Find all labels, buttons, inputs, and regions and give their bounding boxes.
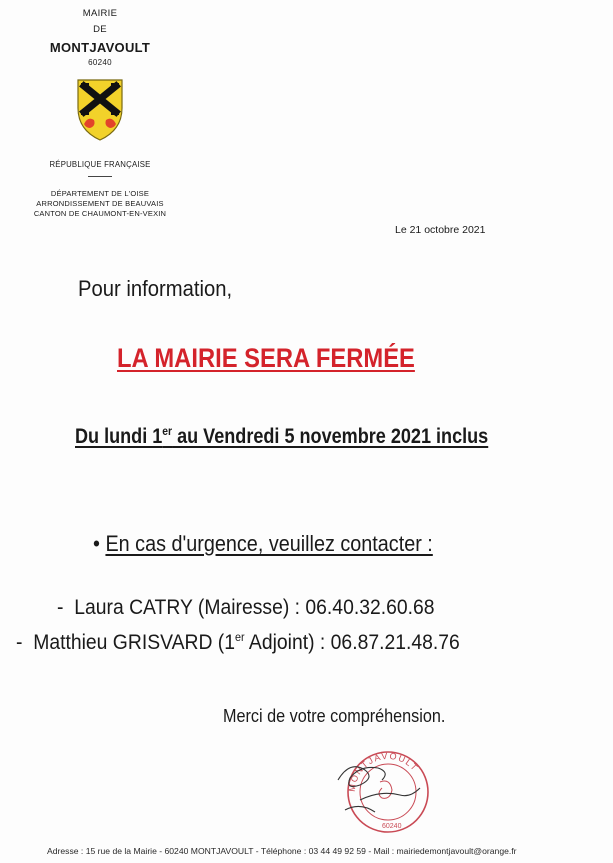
- urgency-line: • En cas d'urgence, veuillez contacter :: [93, 531, 433, 556]
- stamp-text: MONTJAVOULT: [346, 750, 421, 793]
- closure-period: Du lundi 1er au Vendredi 5 novembre 2021 inclus: [75, 424, 489, 448]
- footer-address: Adresse : 15 rue de la Mairie - 60240 MONTJAVOULT - Téléphone : 03 44 49 92 59 - Mail : mairiedemontjavoult@orange.fr: [47, 846, 517, 856]
- header-de: DE: [93, 24, 107, 35]
- closure-title: LA MAIRIE SERA FERMÉE: [117, 343, 415, 373]
- header-mairie: MAIRIE: [82, 8, 118, 19]
- svg-text:60240: 60240: [382, 823, 402, 830]
- header-divider: [88, 176, 112, 177]
- header-postcode: 60240: [88, 58, 112, 67]
- contact-laura: - Laura CATRY (Mairesse) : 06.40.32.60.68: [57, 595, 435, 619]
- contact-matthieu: - Matthieu GRISVARD (1er Adjoint) : 06.87.21.48.76: [16, 630, 460, 654]
- republique-francaise: RÉPUBLIQUE FRANÇAISE: [49, 160, 151, 169]
- dept-line-2: ARRONDISSEMENT DE BEAUVAIS: [36, 199, 164, 208]
- dept-line-1: DÉPARTEMENT DE L'OISE: [50, 189, 150, 198]
- bullet-icon: •: [93, 531, 100, 556]
- closing-text: Merci de votre compréhension.: [223, 706, 446, 726]
- header-commune: MONTJAVOULT: [49, 40, 151, 55]
- letter-date: Le 21 octobre 2021: [395, 224, 486, 236]
- dept-line-3: CANTON DE CHAUMONT-EN-VEXIN: [33, 209, 167, 218]
- coat-of-arms-logo: [76, 78, 124, 142]
- mairie-stamp: [330, 740, 440, 840]
- intro-text: Pour information,: [78, 276, 233, 301]
